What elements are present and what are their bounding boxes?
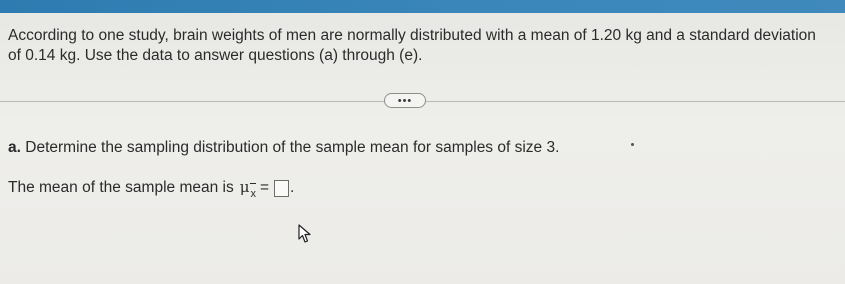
expand-more-button[interactable] [384,93,426,108]
top-bar [0,0,845,13]
answer-label: The mean of the sample mean is [8,179,234,196]
question-intro-line-1: According to one study, brain weights of men are normally distributed with a mean of 1.20 kg and a standard deviation [8,27,816,44]
x-bar-subscript: x [250,184,256,204]
mouse-pointer-icon [298,224,312,244]
part-a-letter: a. [8,139,21,156]
part-a-prompt [8,138,559,158]
decorative-dot [631,143,634,146]
ellipsis-icon: ••• [397,94,413,107]
mu-symbol: μ [239,178,250,196]
part-a-text: Determine the sampling distribution of the sample mean for samples of size 3. [25,139,560,156]
question-intro [8,26,838,66]
mu-xbar-expression [240,177,256,199]
answer-line [8,177,294,199]
question-intro-line-2: of 0.14 kg. Use the data to answer questions (a) through (e). [8,47,423,64]
answer-input[interactable] [274,180,289,197]
equals-sign: = [259,179,270,196]
sentence-period: . [290,179,295,196]
